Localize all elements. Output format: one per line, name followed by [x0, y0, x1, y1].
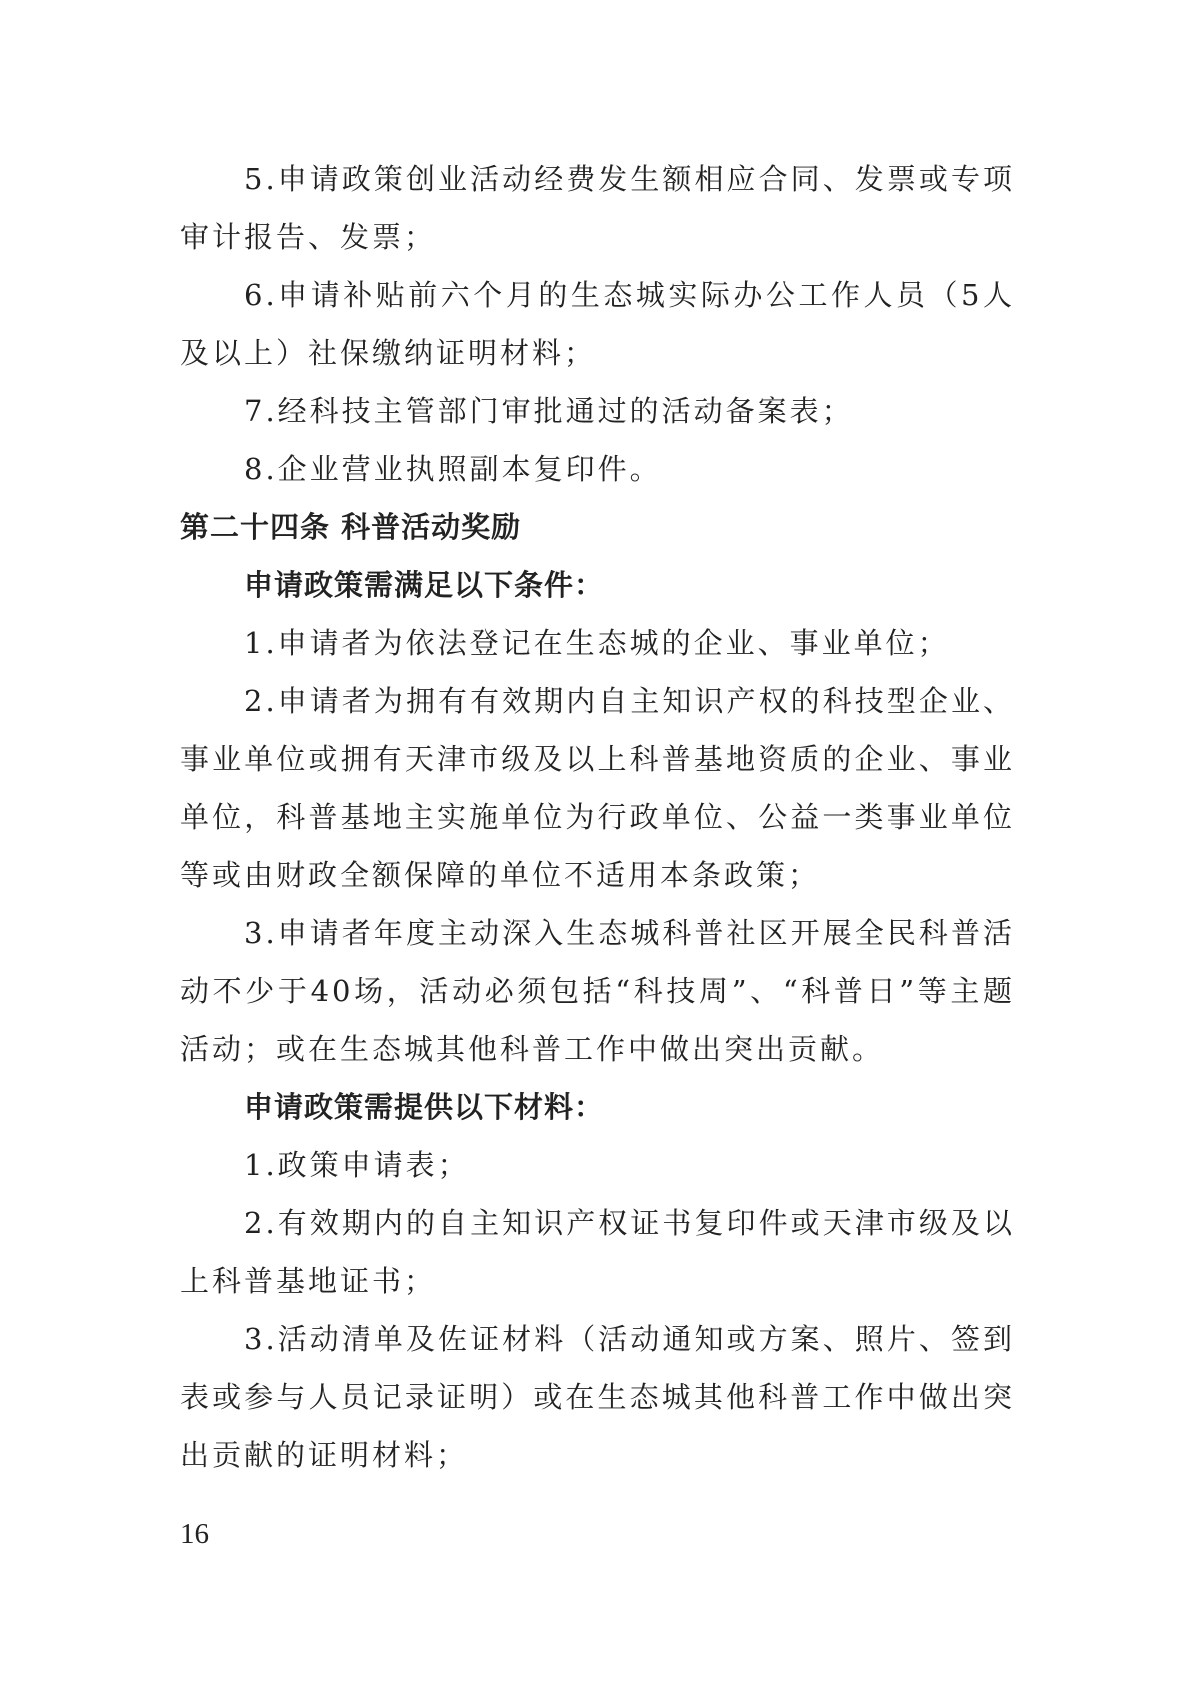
section-heading: 申请政策需满足以下条件： — [244, 568, 605, 602]
page-content — [180, 150, 1015, 1484]
page-number: 16 — [180, 1518, 209, 1550]
list-item: 8.企业营业执照副本复印件。 — [244, 452, 662, 486]
article-title: 第二十四条 科普活动奖励 — [180, 510, 522, 544]
list-item: 2.有效期内的自主知识产权证书复印件或天津市级及以上科普基地证书； — [180, 1206, 1015, 1298]
list-item: 6.申请补贴前六个月的生态城实际办公工作人员（5人及以上）社保缴纳证明材料； — [180, 278, 1015, 370]
list-item: 3.申请者年度主动深入生态城科普社区开展全民科普活动不少于40场，活动必须包括“科技周”、“科普日”等主题活动；或在生态城其他科普工作中做出突出贡献。 — [180, 916, 1015, 1066]
list-item: 1.政策申请表； — [244, 1148, 470, 1182]
list-item: 2.申请者为拥有有效期内自主知识产权的科技型企业、事业单位或拥有天津市级及以上科普基地资质的企业、事业单位，科普基地主实施单位为行政单位、公益一类事业单位等或由财政全额保障的单位不适用本条政策； — [180, 684, 1015, 892]
list-item: 7.经科技主管部门审批通过的活动备案表； — [244, 394, 854, 428]
list-item: 1.申请者为依法登记在生态城的企业、事业单位； — [244, 626, 950, 660]
list-item: 3.活动清单及佐证材料（活动通知或方案、照片、签到表或参与人员记录证明）或在生态城其他科普工作中做出突出贡献的证明材料； — [180, 1322, 1015, 1472]
section-heading: 申请政策需提供以下材料： — [244, 1090, 605, 1124]
list-item: 5.申请政策创业活动经费发生额相应合同、发票或专项审计报告、发票； — [180, 162, 1015, 254]
